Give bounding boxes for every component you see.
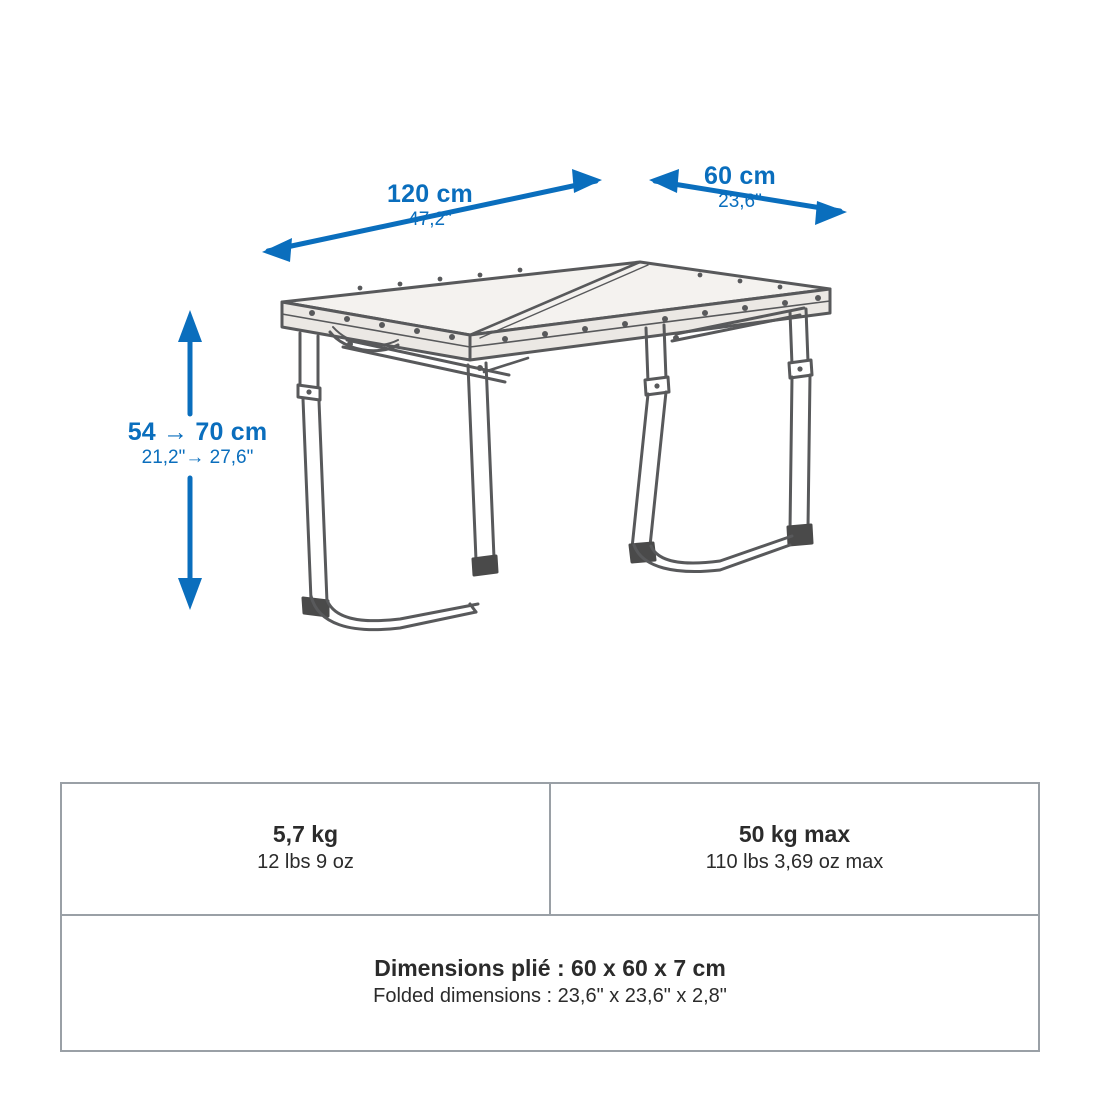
height-dimension-label — [100, 418, 295, 469]
length-dimension-label — [330, 180, 530, 231]
length-arrow-head-right — [572, 169, 602, 193]
length-arrow-head-left — [262, 238, 292, 262]
width-imperial-value: 23,6" — [718, 190, 762, 212]
width-dimension-label — [650, 162, 830, 213]
width-metric-value: 60 cm — [704, 162, 776, 190]
height-metric-value: 54 → 70 cm — [127, 418, 268, 446]
table-row — [61, 783, 1039, 915]
height-imperial-value: 21,2"→ 27,6" — [141, 446, 254, 468]
weight-primary-value: 5,7 kg — [272, 820, 339, 847]
folded-dimensions-cell — [61, 915, 1039, 1051]
dimension-arrows — [178, 169, 847, 610]
table-top — [282, 262, 830, 360]
weight-cell — [61, 783, 550, 915]
height-arrow-head-top — [178, 310, 202, 342]
folded-secondary-value: Folded dimensions : 23,6" x 23,6" x 2,8" — [373, 985, 727, 1008]
weight-secondary-value: 12 lbs 9 oz — [257, 851, 354, 874]
height-arrow-head-bottom — [178, 578, 202, 610]
max-load-primary-value: 50 kg max — [738, 820, 851, 847]
leg-front-right — [630, 308, 804, 562]
leg-rear-left — [311, 358, 528, 630]
camping-table-drawing — [282, 262, 830, 630]
table-row — [61, 915, 1039, 1051]
max-load-secondary-value: 110 lbs 3,69 oz max — [705, 851, 884, 874]
length-metric-value: 120 cm — [387, 180, 473, 208]
folded-primary-value: Dimensions plié : 60 x 60 x 7 cm — [374, 954, 726, 981]
length-imperial-value: 47,2" — [408, 208, 452, 230]
max-load-cell — [550, 783, 1039, 915]
specifications-table — [60, 782, 1040, 1052]
